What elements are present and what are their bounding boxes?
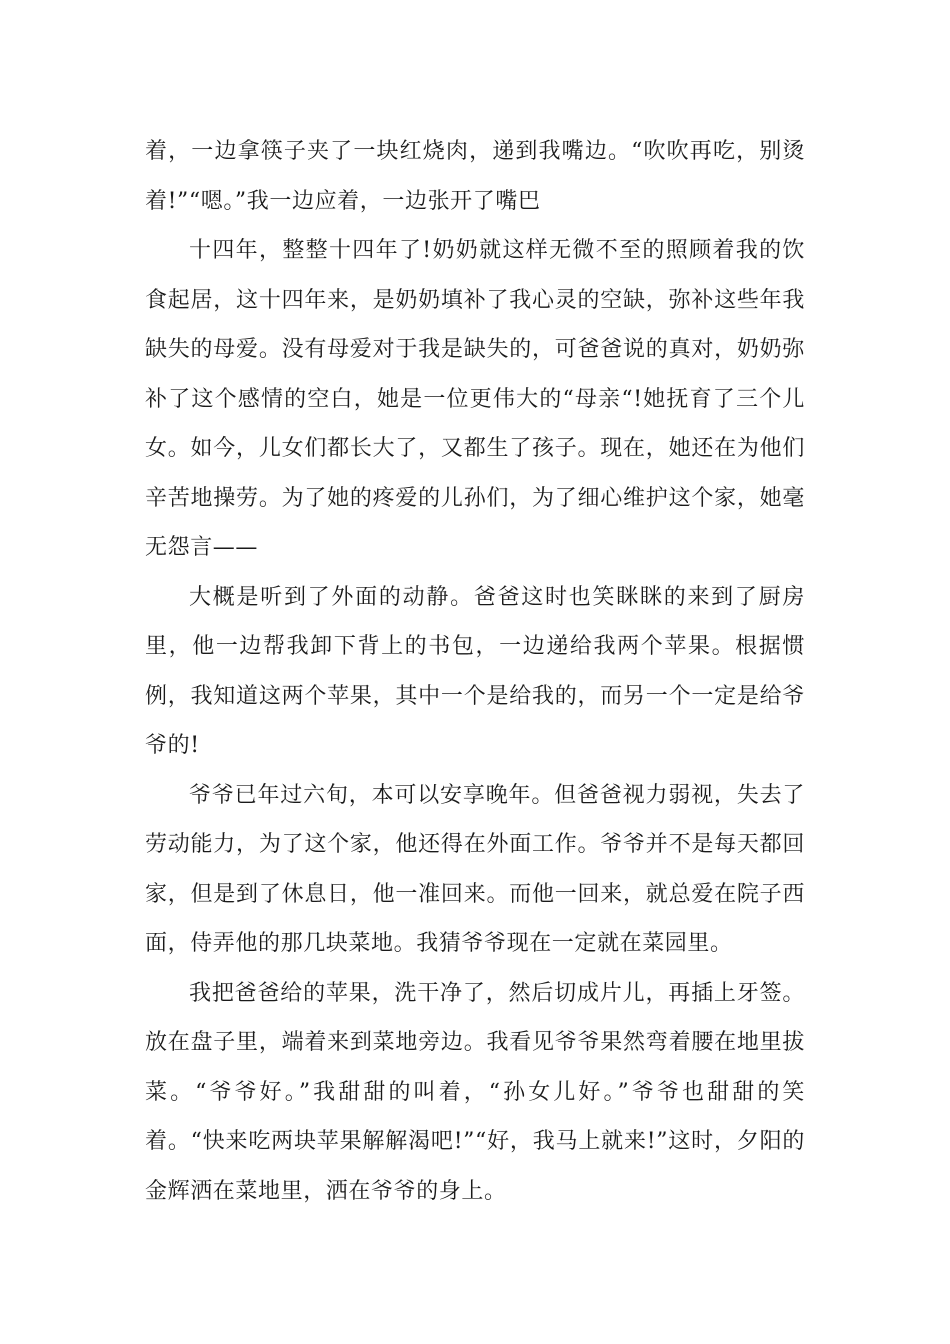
paragraph-2: 十四年，整整十四年了!奶奶就这样无微不至的照顾着我的饮食起居，这十四年来，是奶奶填补了我心灵的空缺，弥补这些年我缺失的母爱。没有母爱对于我是缺失的，可爸爸说的真对，奶奶弥补了这个感情的空白，她是一位更伟大的“母亲“!她抚育了三个儿女。如今，儿女们都长大了，又都生了孩子。现在，她还在为他们辛苦地操劳。为了她的疼爱的儿孙们，为了细心维护这个家，她毫无怨言—— (145, 238, 805, 560)
paragraph-5: 我把爸爸给的苹果，洗干净了，然后切成片儿，再插上牙签。放在盘子里，端着来到菜地旁边。我看见爷爷果然弯着腰在地里拔菜。“爷爷好。”我甜甜的叫着，“孙女儿好。”爷爷也甜甜的笑着。“快来吃两块苹果解解渴吧!”“好，我马上就来!”这时，夕阳的金辉洒在菜地里，洒在爷爷的身上。 (145, 980, 805, 1204)
paragraph-1: 着，一边拿筷子夹了一块红烧肉，递到我嘴边。“吹吹再吃，别烫着!”“嗯。”我一边应着，一边张开了嘴巴 (145, 139, 805, 214)
document-page (145, 127, 805, 1216)
paragraph-4: 爷爷已年过六旬，本可以安享晚年。但爸爸视力弱视，失去了劳动能力，为了这个家，他还得在外面工作。爷爷并不是每天都回家，但是到了休息日，他一准回来。而他一回来，就总爱在院子西面，侍弄他的那几块菜地。我猜爷爷现在一定就在菜园里。 (145, 782, 805, 956)
paragraph-3: 大概是听到了外面的动静。爸爸这时也笑眯眯的来到了厨房里，他一边帮我卸下背上的书包，一边递给我两个苹果。根据惯例，我知道这两个苹果，其中一个是给我的，而另一个一定是给爷爷的! (145, 584, 805, 758)
